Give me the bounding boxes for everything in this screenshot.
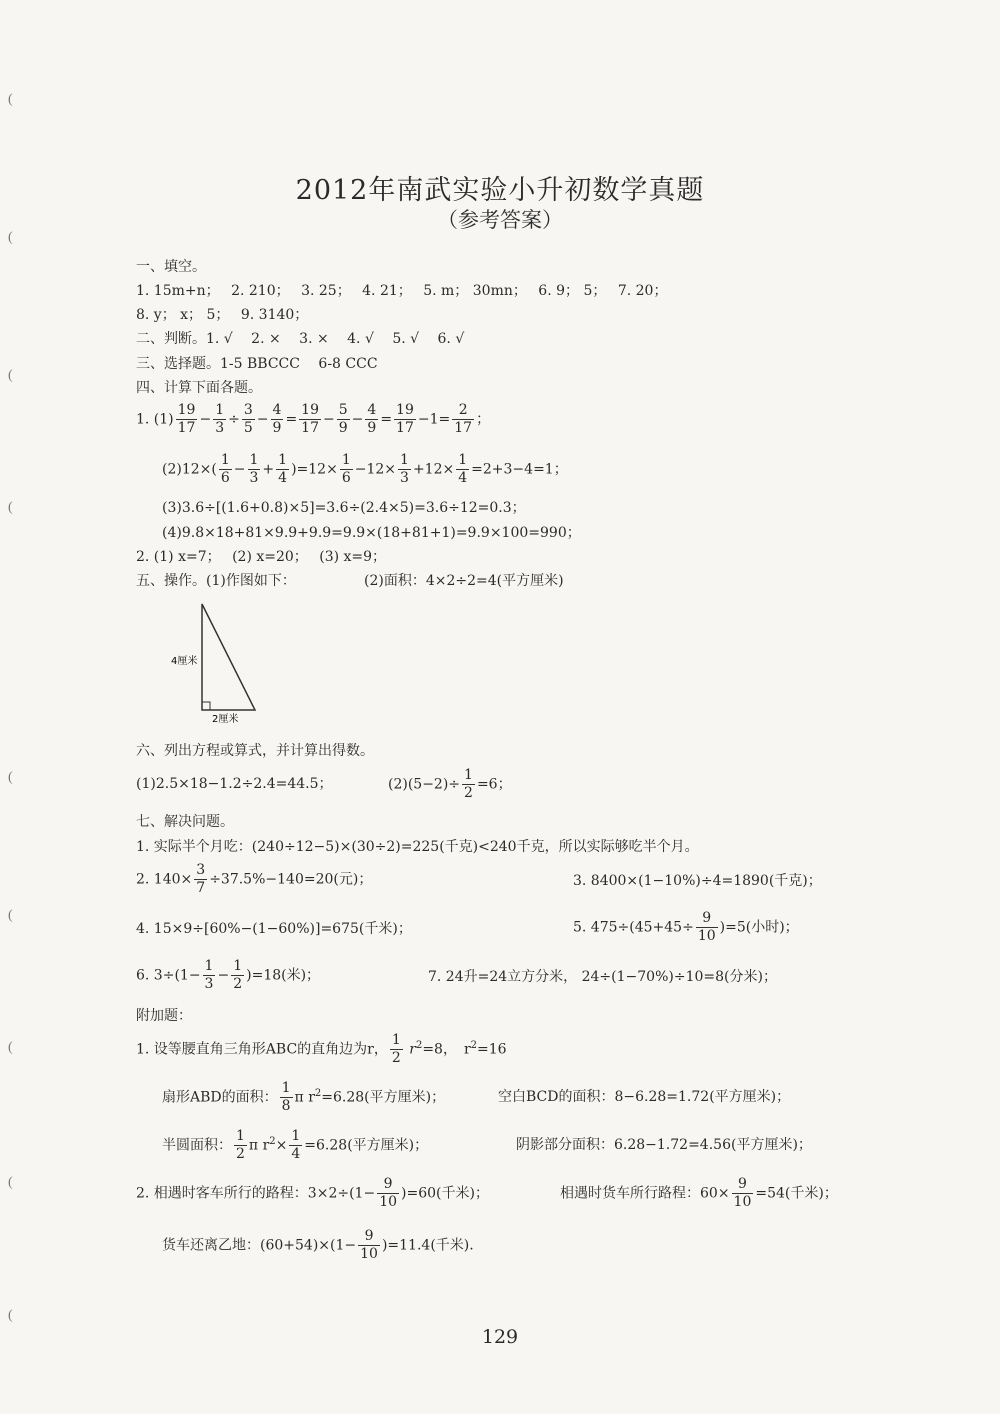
numerator: 4 (367, 402, 377, 418)
section-heading: 七、解决问题。 (136, 814, 234, 830)
formula-line: 阴影部分面积：6.28−1.72=4.56(平方厘米)； (516, 1137, 812, 1153)
page-subtitle: （参考答案） (437, 208, 563, 232)
formula-line (162, 1080, 445, 1115)
expr: 2. 140× (136, 871, 193, 888)
binding-mark: ( (8, 230, 13, 245)
section-heading: 五、操作。(1)作图如下： (136, 573, 296, 589)
denominator: 2 (391, 1050, 401, 1066)
exponent: 2 (269, 1135, 276, 1147)
formula-line (573, 910, 799, 945)
triangle-shape (202, 604, 255, 710)
label: (2)12×( (162, 461, 217, 478)
denominator: 3 (204, 976, 214, 992)
denominator: 2 (236, 1146, 245, 1162)
page-number: 129 (481, 1326, 519, 1348)
denominator: 9 (272, 420, 282, 436)
expr: 货车还离乙地：(60+54)×(1− (162, 1237, 357, 1254)
exponent: 2 (470, 1039, 478, 1051)
numerator: 19 (396, 402, 414, 418)
denominator: 6 (220, 470, 230, 486)
denominator: 6 (341, 470, 351, 486)
numerator: 1 (458, 452, 468, 468)
expr: )=12× (291, 461, 338, 478)
numerator: 1 (391, 1032, 401, 1048)
denominator: 3 (215, 420, 225, 436)
binding-mark: ( (8, 368, 13, 383)
denominator: 17 (396, 420, 414, 436)
expr: =16 (477, 1041, 507, 1058)
numerator: 1 (278, 452, 288, 468)
variable: r (409, 1041, 416, 1058)
expr: =6； (476, 776, 512, 793)
formula-line: 4. 15×9÷[60%−(1−60%)]=675(千米)； (136, 921, 412, 937)
denominator: 9 (338, 420, 348, 436)
denominator: 17 (177, 420, 196, 436)
base-label: 2厘米 (212, 714, 239, 725)
numerator: 1 (204, 958, 214, 974)
answer-line: 1. 15m+n； 2. 210； 3. 25； 4. 21； 5. m； 30mn； 6. 9； 5； 7. 20； (136, 283, 668, 299)
expr: 扇形ABD的面积： (162, 1089, 278, 1106)
expr: =54(千米)； (755, 1185, 838, 1202)
numerator: 9 (732, 1176, 754, 1194)
formula-line (560, 1176, 838, 1211)
page-title: 2012年南武实验小升初数学真题 (295, 175, 705, 206)
denominator: 7 (196, 880, 206, 896)
denominator: 5 (243, 420, 253, 436)
denominator: 17 (301, 420, 319, 436)
numerator: 1 (233, 958, 243, 974)
numerator: 9 (358, 1228, 380, 1246)
numerator: 1 (220, 452, 230, 468)
exponent: 2 (415, 1039, 423, 1051)
numerator: 1 (236, 1128, 245, 1144)
answer-line: 8. y； x； 5； 9. 3140； (136, 307, 309, 323)
numerator: 1 (400, 452, 409, 468)
numerator: 9 (377, 1176, 399, 1194)
numerator: 9 (696, 910, 718, 928)
expr: π r (294, 1089, 315, 1106)
right-triangle-figure (160, 598, 270, 728)
expr: 5. 475÷(45+45÷ (573, 919, 694, 936)
numerator: 4 (272, 402, 282, 418)
binding-mark: ( (8, 92, 13, 107)
binding-mark: ( (8, 908, 13, 923)
expr: )=18(米)； (246, 967, 321, 984)
answer-line: 二、判断。1. √ 2. × 3. × 4. √ 5. √ 6. √ (136, 331, 465, 347)
formula-line (136, 1176, 489, 1211)
formula-line: (1)2.5×18−1.2÷2.4=44.5； (136, 776, 333, 792)
label: 1. (1) (136, 411, 174, 428)
expr: 2. 相遇时客车所行的路程：3×2÷(1− (136, 1185, 376, 1202)
numerator: 2 (452, 402, 474, 420)
height-label: 4厘米 (171, 656, 198, 667)
section-heading: 四、计算下面各题。 (136, 380, 262, 396)
formula-line (162, 1228, 474, 1263)
denominator: 4 (458, 470, 468, 486)
denominator: 3 (400, 470, 409, 486)
formula-line: 3. 8400×(1−10%)÷4=1890(千克)； (573, 873, 822, 889)
formula-line: 1. (1) $\frac{19}{17}$ − $\frac{1}{3}$ ÷ $\frac{3}{5}$ − $\frac{4}{9}$ = $\frac{19}{17}$ − $\frac{5}{9}$ − $\frac{4}{9}$ = $\frac{19}{17}$ −1= $\frac{2}{17}$ ； (136, 402, 491, 436)
expr: 半圆面积： (162, 1137, 232, 1154)
exponent: 2 (314, 1087, 322, 1099)
numerator: 1 (464, 767, 473, 783)
numerator: 3 (196, 862, 206, 878)
expr: 6. 3÷(1− (136, 967, 201, 984)
right-angle-mark (202, 702, 210, 710)
binding-mark: ( (8, 1175, 13, 1190)
formula-line: 7. 24升=24立方分米， 24÷(1−70%)÷10=8(分米)； (428, 969, 777, 985)
denominator: 8 (281, 1098, 291, 1114)
denominator: 9 (367, 420, 377, 436)
formula-line (162, 1128, 428, 1163)
expr: π r (248, 1137, 270, 1154)
denominator: 2 (233, 976, 243, 992)
expr: =2+3−4=1； (471, 461, 568, 478)
denominator: 10 (379, 1194, 398, 1210)
expr: )=5(小时)； (719, 919, 799, 936)
binding-mark: ( (8, 770, 13, 785)
numerator: 1 (215, 402, 225, 418)
formula-line (136, 862, 372, 897)
denominator: 4 (291, 1146, 301, 1162)
numerator: 19 (301, 402, 319, 418)
section-heading: 一、填空。 (136, 259, 206, 275)
denominator: 3 (249, 470, 259, 486)
expr: (2)(5−2)÷ (388, 776, 461, 793)
denominator: 4 (278, 470, 288, 486)
denominator: 2 (464, 785, 473, 801)
numerator: 1 (291, 1128, 301, 1144)
answer-line: 三、选择题。1-5 BBCCC 6-8 CCC (136, 356, 378, 372)
numerator: 5 (338, 402, 348, 418)
binding-mark: ( (8, 1040, 13, 1055)
expr: 相遇时货车所行路程：60× (560, 1185, 730, 1202)
formula-line: (3)3.6÷[(1.6+0.8)×5]=3.6÷(2.4×5)=3.6÷12=0.3； (162, 500, 526, 516)
formula-line (136, 1032, 507, 1067)
section-heading: 六、列出方程或算式，并计算出得数。 (136, 743, 374, 759)
numerator: 1 (281, 1080, 291, 1096)
expr: )=11.4(千米). (381, 1237, 474, 1254)
expr: =8， r (422, 1041, 471, 1058)
binding-mark: ( (8, 500, 13, 515)
numerator: 19 (177, 402, 196, 418)
numerator: 3 (243, 402, 253, 418)
formula-line: (2)12×( $\frac{1}{6}$ − $\frac{1}{3}$ + $\frac{1}{4}$ )=12× $\frac{1}{6}$ −12× $\frac{1}{3}$ +12× $\frac{1}{4}$ =2+3−4=1； (162, 452, 568, 486)
formula-line: (4)9.8×18+81×9.9+9.9=9.9×(18+81+1)=9.9×100=990； (162, 525, 581, 541)
area-answer: (2)面积：4×2÷2=4(平方厘米) (364, 573, 564, 589)
expr: =6.28(平方厘米)； (321, 1089, 446, 1106)
denominator: 10 (360, 1246, 378, 1262)
numerator: 1 (249, 452, 259, 468)
denominator: 17 (454, 420, 473, 436)
expr: 1. 设等腰直角三角形ABC的直角边为r， (136, 1041, 388, 1058)
denominator: 10 (697, 928, 716, 944)
denominator: 10 (733, 1194, 752, 1210)
expr: )=60(千米)； (401, 1185, 489, 1202)
expr: × (275, 1137, 288, 1154)
answer-line: 2. (1) x=7； (2) x=20； (3) x=9； (136, 549, 387, 565)
expr: =6.28(平方厘米)； (304, 1137, 429, 1154)
answer-line: 1. 实际半个月吃：(240÷12−5)×(30÷2)=225(千克)<240千克，所以实际够吃半个月。 (136, 839, 699, 855)
numerator: 1 (341, 452, 351, 468)
binding-mark: ( (8, 1308, 13, 1323)
formula-line: 空白BCD的面积：8−6.28=1.72(平方厘米)； (498, 1089, 791, 1105)
formula-line: 6. 3÷(1− $\frac{1}{3}$ − $\frac{1}{2}$ )=18(米)； (136, 958, 321, 992)
formula-line (388, 767, 512, 802)
section-heading: 附加题： (136, 1008, 192, 1024)
expr: ÷37.5%−140=20(元)； (209, 871, 373, 888)
